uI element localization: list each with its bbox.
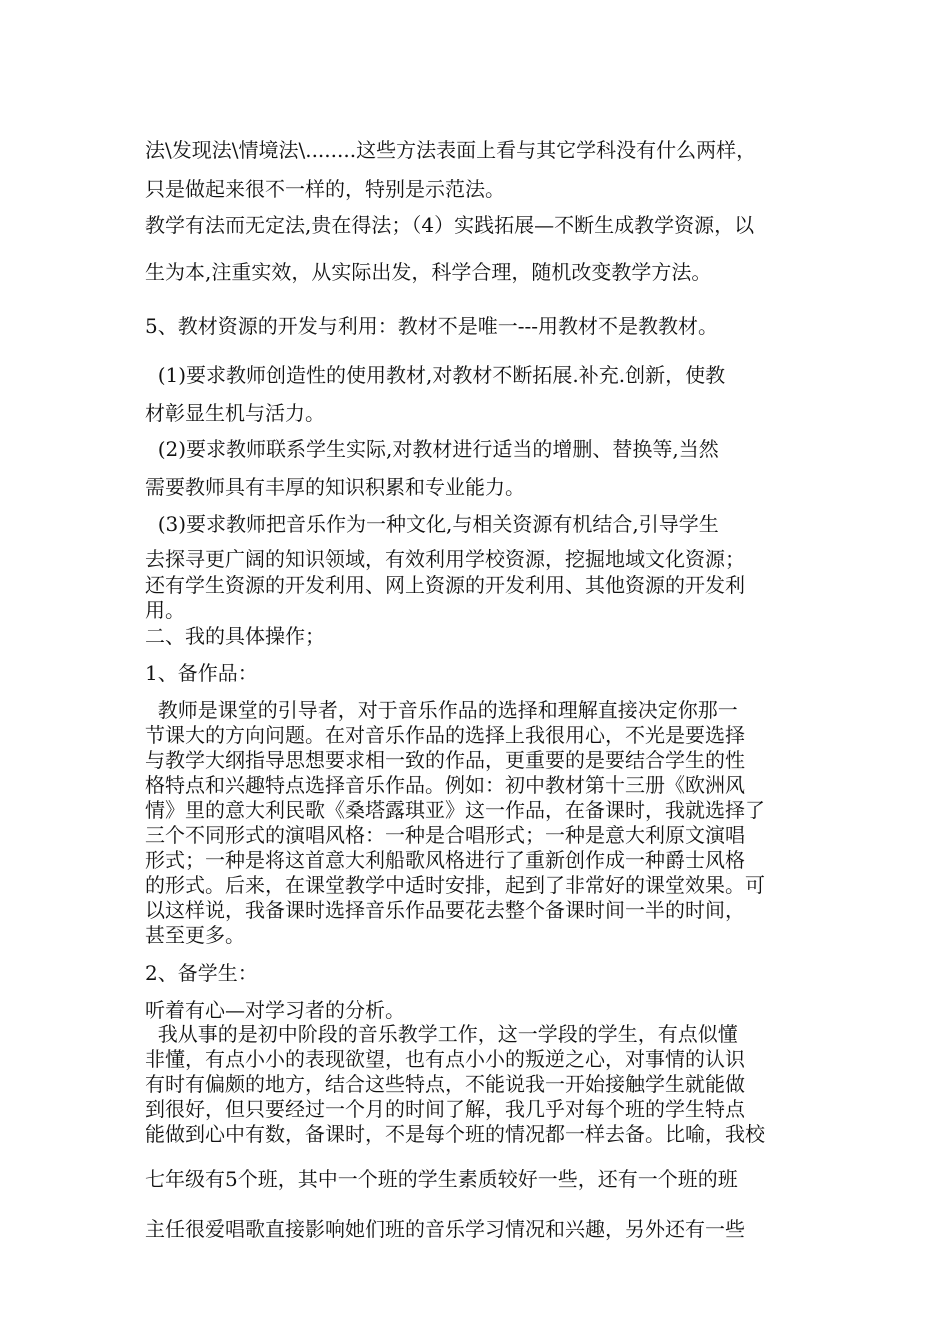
text-line: 甚至更多。 <box>145 923 245 947</box>
text-line: 节课大的方向问题。在对音乐作品的选择上我很用心，不光是要选择 <box>145 723 745 747</box>
text-line: 主任很爱唱歌直接影响她们班的音乐学习情况和兴趣，另外还有一些 <box>145 1217 745 1241</box>
text-line: 只是做起来很不一样的，特别是示范法。 <box>145 177 505 201</box>
text-line: 格特点和兴趣特点选择音乐作品。例如：初中教材第十三册《欧洲风 <box>145 773 745 797</box>
text-line: 教学有法而无定法,贵在得法；（4）实践拓展—不断生成教学资源，以 <box>145 213 755 237</box>
text-line: 去探寻更广阔的知识领域，有效利用学校资源，挖掘地域文化资源； <box>145 547 745 571</box>
text-line: 能做到心中有数，备课时，不是每个班的情况都一样去备。比喻，我校 <box>145 1122 765 1146</box>
text-line: 的形式。后来，在课堂教学中适时安排，起到了非常好的课堂效果。可 <box>145 873 765 897</box>
text-line: 到很好，但只要经过一个月的时间了解，我几乎对每个班的学生特点 <box>145 1097 745 1121</box>
text-line: 七年级有5个班，其中一个班的学生素质较好一些，还有一个班的班 <box>145 1167 738 1191</box>
text-line: 非懂，有点小小的表现欲望，也有点小小的叛逆之心，对事情的认识 <box>145 1047 745 1071</box>
text-line: 与教学大纲指导思想要求相一致的作品，更重要的是要结合学生的性 <box>145 748 745 772</box>
text-line: 情》里的意大利民歌《桑塔露琪亚》这一作品，在备课时，我就选择了 <box>145 798 765 822</box>
text-line: (1)要求教师创造性的使用教材,对教材不断拓展.补充.创新，使教 <box>145 363 726 387</box>
text-line: 有时有偏颇的地方，结合这些特点，不能说我一开始接触学生就能做 <box>145 1072 745 1096</box>
text-line: 以这样说，我备课时选择音乐作品要花去整个备课时间一半的时间， <box>145 898 745 922</box>
text-line: 教师是课堂的引导者，对于音乐作品的选择和理解直接决定你那一 <box>145 698 738 722</box>
text-line: 法\发现法\情境法\........这些方法表面上看与其它学科没有什么两样， <box>145 138 757 162</box>
section-heading: 2、备学生： <box>145 961 258 985</box>
section-heading: 1、备作品： <box>145 661 258 685</box>
text-line: 听着有心—对学习者的分析。 <box>145 998 405 1022</box>
section-heading: 二、我的具体操作； <box>145 624 325 648</box>
text-line: 材彰显生机与活力。 <box>145 401 325 425</box>
text-line: 三个不同形式的演唱风格：一种是合唱形式；一种是意大利原文演唱 <box>145 823 745 847</box>
text-line: 形式；一种是将这首意大利船歌风格进行了重新创作成一种爵士风格 <box>145 848 745 872</box>
text-line: 用。 <box>145 598 185 622</box>
text-line: 我从事的是初中阶段的音乐教学工作，这一学段的学生，有点似懂 <box>145 1022 738 1046</box>
text-line: 生为本,注重实效，从实际出发，科学合理，随机改变教学方法。 <box>145 260 712 284</box>
text-line: (3)要求教师把音乐作为一种文化,与相关资源有机结合,引导学生 <box>145 512 719 536</box>
text-line: (2)要求教师联系学生实际,对教材进行适当的增删、替换等,当然 <box>145 437 719 461</box>
text-line: 需要教师具有丰厚的知识积累和专业能力。 <box>145 475 525 499</box>
text-line: 还有学生资源的开发利用、网上资源的开发利用、其他资源的开发利 <box>145 573 745 597</box>
section-heading: 5、教材资源的开发与利用：教材不是唯一---用教材不是教教材。 <box>145 314 718 338</box>
